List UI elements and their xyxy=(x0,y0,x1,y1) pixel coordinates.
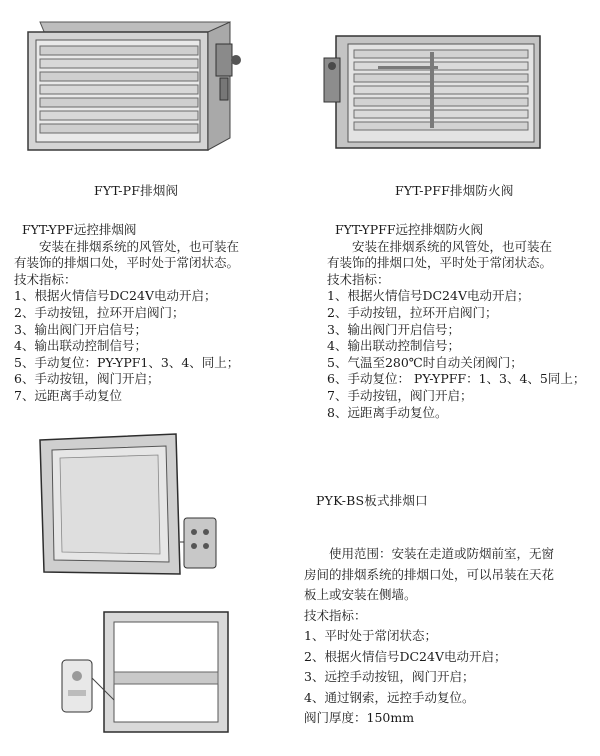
fyt-ypff-spec-heading: 技术指标： xyxy=(327,271,390,287)
fyt-ypff-item: 2、手动按钮，拉环开启阀门； xyxy=(327,304,498,320)
fyt-ypff-item: 7、手动按钮，阀门开启； xyxy=(327,387,473,403)
fyt-ypf-item: 7、远距离手动复位 xyxy=(14,387,122,403)
fyt-ypff-item: 8、远距离手动复位。 xyxy=(327,404,448,420)
pyk-bs-item: 1、平时处于常闭状态； xyxy=(304,628,437,643)
pyk-bs-section xyxy=(304,544,554,729)
fyt-ypff-title: FYT-YPFF远控排烟防火阀 xyxy=(335,222,484,237)
fyt-ypff-item: 3、输出阀门开启信号； xyxy=(327,321,460,337)
fyt-ypf-item: 4、输出联动控制信号； xyxy=(14,338,147,354)
pyk-bs-item: 3、远控手动按钮，阀门开启； xyxy=(304,669,475,684)
pyk-bs-title: PYK-BS板式排烟口 xyxy=(316,493,428,508)
fyt-ypff-item: 1、根据火情信号DC24V电动开启； xyxy=(327,288,530,304)
pyk-bs-thickness: 阀门厚度：150mm xyxy=(304,710,415,725)
fyt-ypf-item: 5、手动复位：PY-YPF1、3、4、同上； xyxy=(14,354,240,370)
pyk-bs-usage-line-1: 使用范围：安装在走道或防烟前室，无窗 xyxy=(329,546,555,561)
fyt-ypff-section xyxy=(327,222,585,421)
fyt-ypf-item: 6、手动按钮，阀门开启； xyxy=(14,371,160,387)
fyt-ypff-item: 6、手动复位： PY-YPFF：1、3、4、5同上； xyxy=(327,371,586,387)
pyk-bs-item: 4、通过钢索，远控手动复位。 xyxy=(304,689,475,705)
fyt-ypf-item: 2、手动按钮，拉环开启阀门； xyxy=(14,304,185,320)
fyt-ypff-item: 4、输出联动控制信号； xyxy=(327,338,460,354)
pyk-bs-item: 2、根据火情信号DC24V电动开启； xyxy=(304,648,507,664)
pyk-bs-frame-photo xyxy=(52,608,237,748)
fyt-pf-photo xyxy=(20,12,245,162)
pyk-bs-spec-heading: 技术指标： xyxy=(304,607,367,623)
fyt-ypf-desc-line-1: 安装在排烟系统的风管处，也可装在 xyxy=(39,238,240,254)
fyt-pf-caption: FYT-PF排烟阀 xyxy=(94,183,179,198)
pyk-bs-usage-line-2: 房间的排烟系统的排烟口处，可以吊装在天花 xyxy=(304,566,555,582)
fyt-ypf-spec-heading: 技术指标： xyxy=(14,271,77,287)
fyt-pff-photo xyxy=(318,30,548,160)
fyt-ypf-desc-line-2: 有装饰的排烟口处，平时处于常闭状态。 xyxy=(14,255,240,271)
fyt-ypf-item: 1、根据火情信号DC24V电动开启； xyxy=(14,288,217,304)
fyt-ypff-item: 5、气温至280℃时自动关闭阀门； xyxy=(327,354,523,370)
fyt-ypff-desc-line-2: 有装饰的排烟口处，平时处于常闭状态。 xyxy=(327,255,553,271)
fyt-ypf-item: 3、输出阀门开启信号； xyxy=(14,321,147,337)
fyt-pff-caption: FYT-PFF排烟防火阀 xyxy=(395,183,514,198)
pyk-bs-panel-photo xyxy=(36,432,226,582)
fyt-ypf-section xyxy=(14,222,239,405)
pyk-bs-usage-line-3: 板上或安装在侧墙。 xyxy=(304,587,417,602)
fyt-ypf-title: FYT-YPF远控排烟阀 xyxy=(22,222,137,237)
fyt-ypff-desc-line-1: 安装在排烟系统的风管处，也可装在 xyxy=(352,238,553,254)
